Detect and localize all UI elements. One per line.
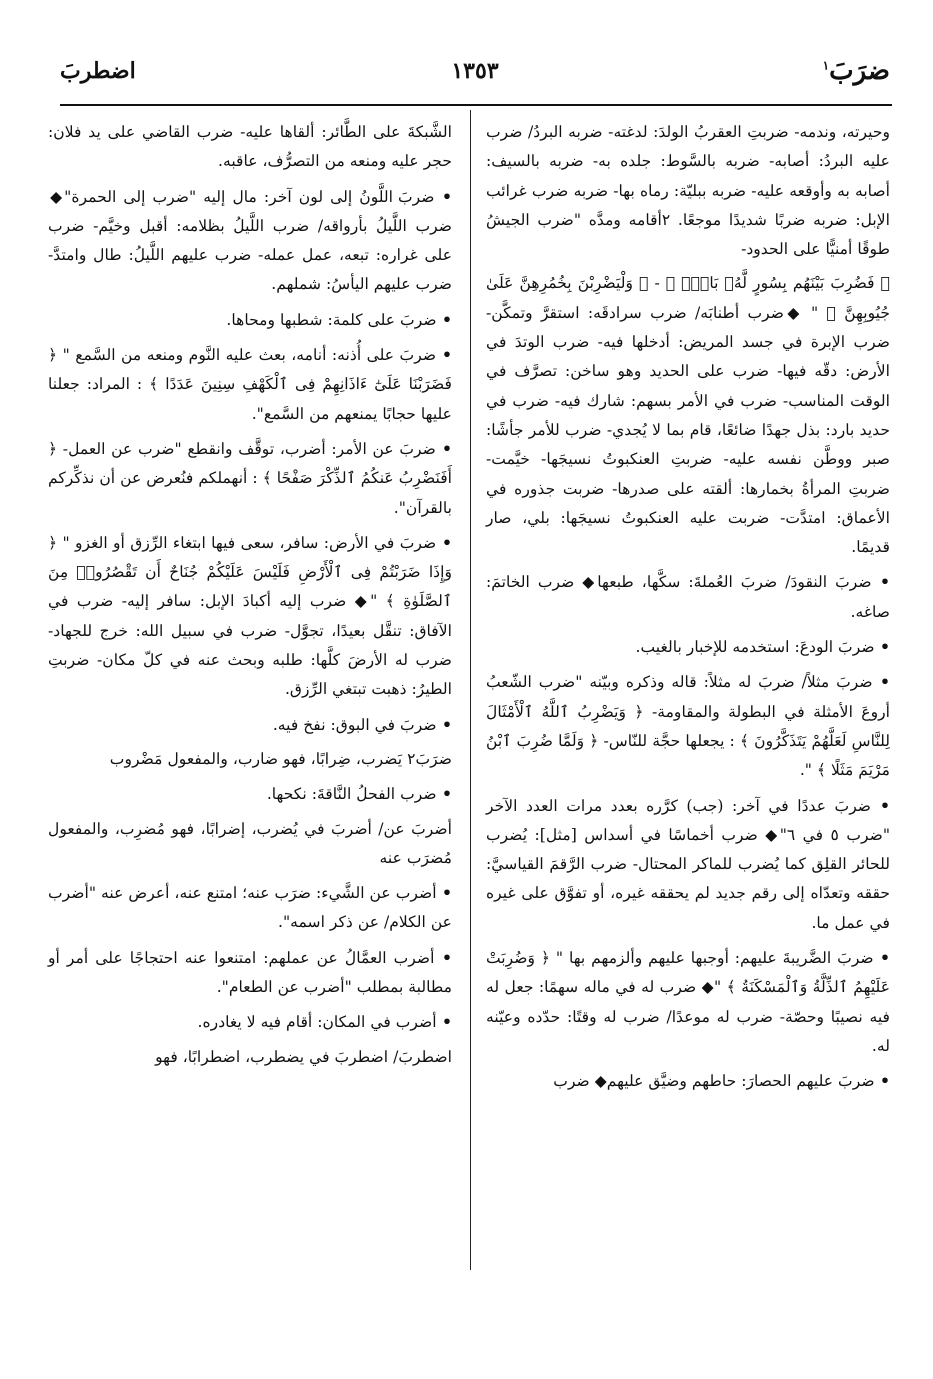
entry: وحيرته، وندمه- ضربتِ العقربُ الولدَ: لدغته- ضربه البردُ/ ضرب عليه البردُ: أصابه- ضربه بالسَّوط: جلده به- ضربه بالسيف: أصابه به وأوقعه عليه- ضربه ببليّة: رماه بها- ضربه ضرب غرائب الإبل: ضربه ضربًا شديدًا موجعًا. ٢أقامه ومدَّه "ضرب الجيشُ طوقًا أمنيًّا على الحدود- — [486, 123, 890, 259]
entry: • ضربَ على كلمة: شطبها ومحاها. — [48, 305, 452, 335]
headword-right-text: ضرَبَ — [829, 56, 890, 86]
entry: • ضربَ عددًا في آخر: (جب) كرَّره بعدد مرات العدد الآخر "ضرب ٥ في ٦"◆ ضرب أخماسًا في أسداس [مثل]: يُضرب للحائر القلِق كما يُضرب للماكر المحتال- ضرب الرَّقمَ القياسيَّ: حققه وتعدّاه إلى رقم جديد لم يحققه غيره، أو تفوَّق على غيره في عمل ما. — [486, 791, 890, 938]
entry-headword: ضرَبَ٢ يَضرب، ضِرابًا، فهو ضارب، والمفعول مَضْروب — [109, 749, 452, 768]
entry: • ضربَ عليهم الحصارَ: حاطهم وضيَّق عليهم◆ ضرب — [486, 1066, 890, 1096]
entry: • ضربَ الضَّريبةَ عليهم: أوجبها عليهم وألزمهم بها " ﴿ وَضُرِبَتْ عَلَيْهِمُ ٱلذِّلَّةُ وَٱلْمَسْكَنَةُ ﴾ "◆ ضرب له في ماله سهمًا: جعل له فيه نصيبًا وحصّة- ضرب له موعدًا/ ضرب له وقتًا: حدّده وعيّنه له. — [486, 943, 890, 1061]
entry: • ضربَ في الأرض: سافر، سعى فيها ابتغاء الرِّزق أو الغزو " ﴿ وَإِذَا ضَرَبْتُمْ فِى ٱلْأَرْضِ فَلَيْسَ عَلَيْكُمْ جُنَاحٌ أَن تَقْصُرُوا۟ مِنَ ٱلصَّلَوٰةِ ﴾ "◆ ضرب إليه أكبادَ الإبل: سافر إليه- ضرب في الآفاق: تنقَّل بعيدًا، تجوَّل- ضرب في سبيل الله: خرج للجهاد- ضرب له الأرضَ كلَّها: طلبه وبحث عنه في كلّ مكان- ضربتِ الطيرُ: ذهبت تبتغي الرِّزق. — [48, 528, 452, 705]
right-column — [486, 118, 890, 1102]
entry: • أضرب عن الشَّيء: ضرَب عنه؛ امتنع عنه، أعرض عنه "أضرب عن الكلام/ عن ذكر اسمه". — [48, 878, 452, 938]
left-column — [48, 118, 452, 1077]
column-divider — [470, 110, 471, 1270]
headword-index: ١ — [822, 58, 830, 73]
entry: • ضربَ في البوق: نفخ فيه. — [48, 710, 452, 740]
entry: • ضربَ مثلاً/ ضربَ له مثلاً: قاله وذكره وبيّنه "ضرب الشّعبُ أروعَ الأمثلة في البطولة والمقاومة- ﴿ وَيَضْرِبُ ٱللَّهُ ٱلْأَمْثَالَ لِلنَّاسِ لَعَلَّهُمْ يَتَذَكَّرُونَ ﴾ : يجعلها حجَّة للنّاس- ﴿ وَلَمَّا ضُرِبَ ٱبْنُ مَرْيَمَ مَثَلًا ﴾ ". — [486, 667, 890, 785]
entry-headword: اضطربَ/ اضطربَ في يضطرب، اضطرابًا، فهو — [155, 1047, 452, 1066]
entry-headword: أضربَ عن/ أضربَ في يُضرب، إضرابًا، فهو مُضرِب، والمفعول مُضرَب عنه — [48, 819, 452, 867]
entry: • ضربَ الودعَ: استخدمه للإخبار بالغيب. — [486, 632, 890, 662]
entry: • ضربَ اللَّونُ إلى لون آخر: مال إليه "ضرب إلى الحمرة"◆ ضرب اللَّيلُ بأرواقه/ ضرب اللَّيلُ بظلامه: أقبل وخيَّم- ضرب على غراره: تبعه، عمل عمله- ضرب عليهم اللَّيلُ: طال وامتدَّ- ضرب عليهم اليأسُ: شملهم. — [48, 182, 452, 300]
entry: • ضربَ على أُذنه: أنامه، بعث عليه النَّوم ومنعه من السَّمع " ﴿ فَضَرَبْنَا عَلَىٰٓ ءَاذَانِهِمْ فِى ٱلْكَهْفِ سِنِينَ عَدَدًا ﴾ : المراد: جعلنا عليها حجابًا يمنعهم من السَّمع". — [48, 340, 452, 429]
entry: ﴿ فَضُرِبَ بَيْنَهُم بِسُورٍ لَّهُۥ بَابٌۢ ﴾ - ﴿ وَلْيَضْرِبْنَ بِخُمُرِهِنَّ عَلَىٰ جُيُوبِهِنَّ ﴾ " ◆ضرب أطنابَه/ ضرب سرادقَه: استقرَّ وتمكَّن- ضرب الإبرة في جسد المريض: أدخلها فيه- ضرب الوتدَ في الأرض: دقّه فيها- ضرب على الحديد وهو ساخن: تصرَّف في الوقت المناسب- ضرب في الأمر بسهم: شارك فيه- ضرب في حديد بارد: بذل جهدًا ضائعًا، قام بما لا يُجدي- ضرب للأمر جأشًا: صبر ووطَّن نفسه عليه- ضربتِ العنكبوتُ نسيجَها- خيَّمت- ضربتِ المرأةُ بخمارها: ألقته على صدرها- ضربت جذوره في الأعماق: امتدَّت- ضربت عليه العنكبوتُ نسيجَها: بلي، صار قديمًا. — [486, 274, 890, 557]
entry: • أضرب في المكان: أقام فيه لا يغادره. — [48, 1007, 452, 1037]
running-headword-left: اضطربَ — [60, 58, 136, 84]
header-rule — [60, 104, 892, 106]
entry: الشَّبكةَ على الطَّائر: ألقاها عليه- ضرب القاضي على يد فلان: حجر عليه ومنعه من التصرُّف، عاقبه. — [48, 123, 452, 171]
page-header — [60, 52, 890, 102]
entry: • ضرب الفحلُ النَّاقةَ: نكحها. — [48, 779, 452, 809]
running-headword-right — [823, 56, 890, 86]
entry: • أضرب العمَّالُ عن عملهم: امتنعوا عنه احتجاجًا على أمر أو مطالبة بمطلب "أضرب عن الطعام". — [48, 943, 452, 1003]
page-number: ١٣٥٣ — [451, 58, 499, 84]
entry: • ضربَ النقودَ/ ضربَ العُملةَ: سكَّها، طبعها◆ ضرب الخاتمَ: صاغه. — [486, 567, 890, 627]
entry: • ضربَ عن الأمر: أضرب، توقَّف وانقطع "ضرب عن العمل- ﴿ أَفَنَضْرِبُ عَنكُمُ ٱلذِّكْرَ صَفْحًا ﴾ : أنهملكم فنُعرض عن أن نذكِّركم بالقرآن". — [48, 434, 452, 523]
